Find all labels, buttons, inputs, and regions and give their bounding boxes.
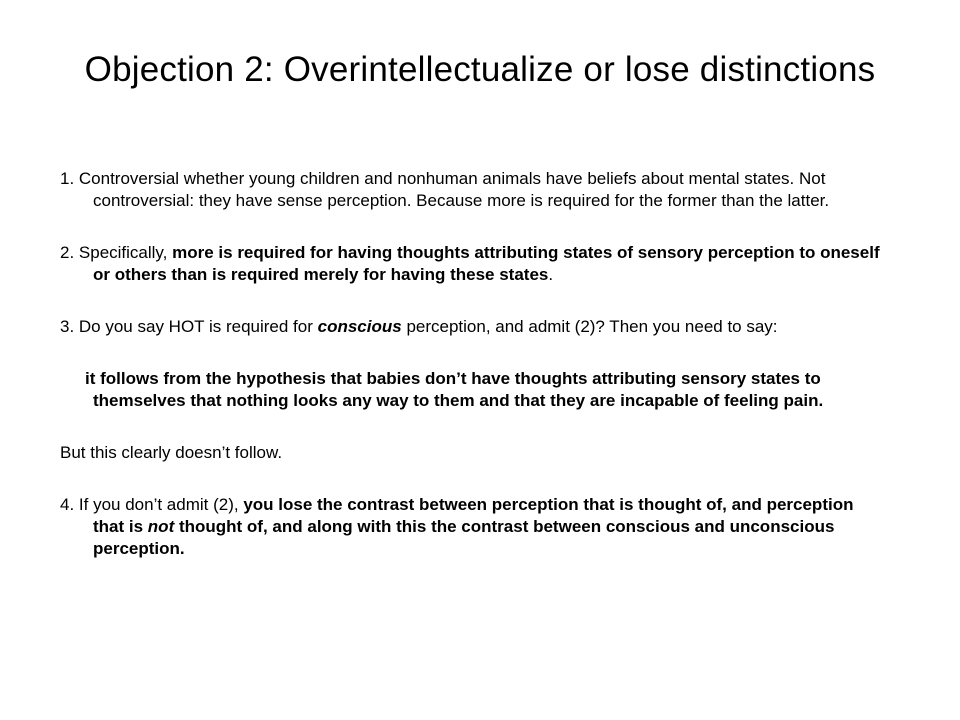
point-2-bold: more is required for having thoughts attributing states of sensory perception to oneself or others than is required merely for having these states [93, 243, 880, 284]
point-4-prefix: 4. If you don’t admit (2), [60, 495, 244, 514]
slide-body [60, 168, 880, 590]
point-4 [60, 494, 880, 560]
rebuttal-text: But this clearly doesn’t follow. [60, 443, 283, 462]
rebuttal [60, 442, 880, 464]
point-3 [60, 316, 880, 338]
point-4-bold-2: thought of, and along with this the contrast between conscious and unconscious perception. [93, 517, 835, 558]
point-4-bold-1: you lose the contrast between perception that is thought of, and perception that is [93, 495, 854, 536]
point-2-prefix: 2. Specifically, [60, 243, 173, 262]
point-3-prefix: 3. Do you say HOT is required for [60, 317, 318, 336]
point-2-suffix: . [548, 265, 554, 284]
slide-title: Objection 2: Overintellectualize or lose distinctions [84, 50, 876, 89]
point-2 [60, 242, 880, 286]
point-1-text: 1. Controversial whether young children and nonhuman animals have beliefs about mental states. Not controversial: they have sense perception. Because more is required for the former than the latter. [60, 169, 830, 210]
point-3-emphasis: conscious [317, 317, 402, 336]
point-4-emphasis: not [147, 517, 175, 536]
point-3-quote-text: it follows from the hypothesis that babies don’t have thoughts attributing sensory states to themselves that nothing looks any way to them and that they are incapable of feeling pain. [85, 369, 824, 410]
point-3-suffix: perception, and admit (2)? Then you need to say: [401, 317, 778, 336]
point-3-quote [60, 368, 880, 412]
point-1 [60, 168, 880, 212]
